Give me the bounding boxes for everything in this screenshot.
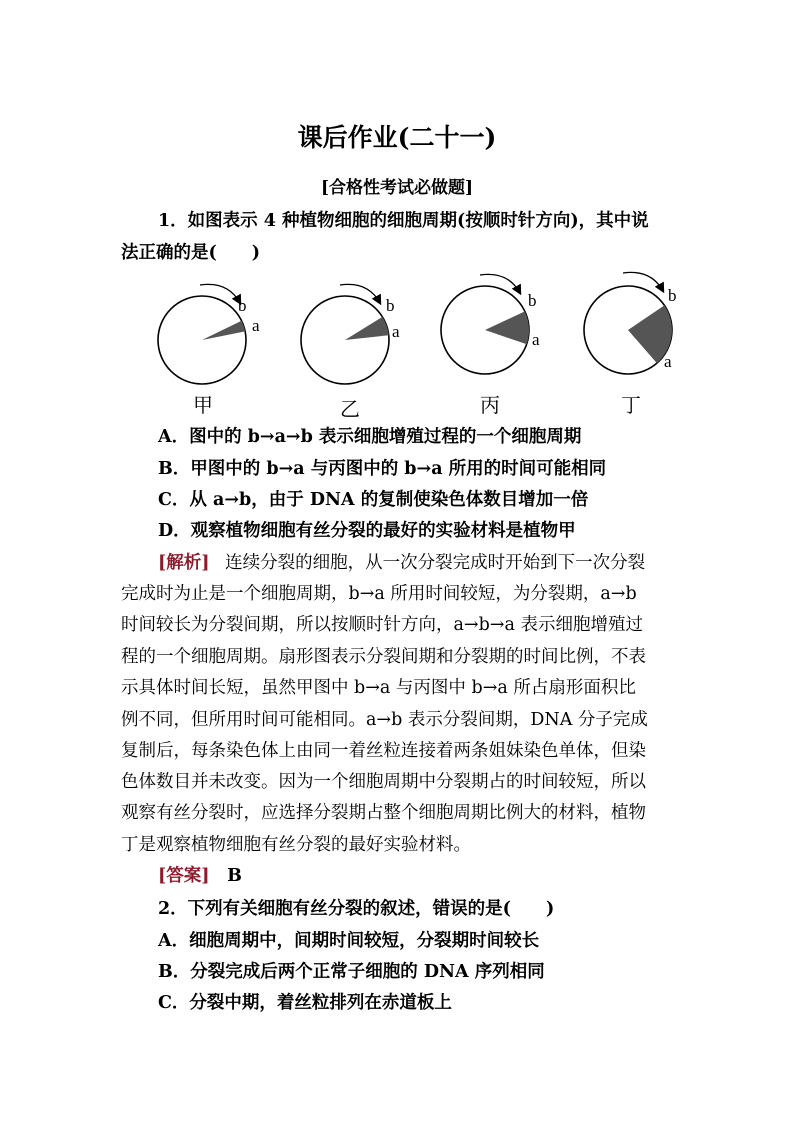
analysis-line-4: 程的一个细胞周期。扇形图表示分裂间期和分裂期的时间比例，不表 [121, 647, 646, 667]
label-b-ding: b [668, 286, 677, 305]
question-1-stem-line1: 1．如图表示 4 种植物细胞的细胞周期(按顺时针方向)，其中说 [158, 211, 649, 231]
analysis-line-2: 完成时为止是一个细胞周期，b→a 所用时间较短，为分裂期，a→b [121, 584, 637, 604]
analysis-line-9: 观察有丝分裂时，应选择分裂期占整个细胞周期比例大的材料，植物 [121, 803, 646, 823]
q1-option-d: D．观察植物细胞有丝分裂的最好的实验材料是植物甲 [158, 521, 576, 541]
analysis-line-10: 丁是观察植物细胞有丝分裂的最好实验材料。 [121, 835, 471, 855]
label-a-ding: a [664, 352, 672, 371]
answer-value: B [227, 866, 242, 886]
analysis-line-8: 色体数目并未改变。因为一个细胞周期中分裂期占的时间较短，所以 [121, 772, 646, 792]
circle-bing [441, 274, 540, 374]
q1-option-b: B．甲图中的 b→a 与丙图中的 b→a 所用的时间可能相同 [158, 459, 607, 479]
answer-line [158, 862, 242, 887]
arrow-yi [340, 284, 380, 303]
section-heading: [合格性考试必做题] [320, 178, 474, 198]
question-1-stem-line2: 法正确的是( ) [121, 243, 261, 263]
cell-cycle-figure [140, 263, 700, 423]
label-b-yi: b [386, 296, 395, 315]
q2-option-a: A．细胞周期中，间期时间较短，分裂期时间较长 [158, 931, 540, 951]
caption-jia: 甲 [193, 393, 213, 417]
caption-ding: 丁 [621, 393, 641, 417]
label-b-jia: b [238, 296, 247, 315]
analysis-line-7: 复制后，每条染色体上由同一着丝粒连接着两条姐妹染色单体，但染 [121, 741, 646, 761]
circle-ding [584, 272, 677, 374]
analysis-line-6: 例不同，但所用时间可能相同。a→b 表示分裂间期，DNA 分子完成 [121, 710, 648, 730]
analysis-tag: [解析] [158, 553, 210, 573]
question-2-stem: 2．下列有关细胞有丝分裂的叙述，错误的是( ) [158, 899, 555, 919]
label-a-yi: a [392, 322, 400, 341]
page-title: 课后作业(二十一) [297, 123, 497, 152]
cell-cycle-diagram [140, 263, 700, 423]
q2-option-c: C．分裂中期，着丝粒排列在赤道板上 [158, 993, 452, 1013]
sector-yi [345, 317, 389, 340]
sector-bing [485, 311, 529, 344]
analysis-line-5: 示具体时间长短，虽然甲图中 b→a 与丙图中 b→a 所占扇形面积比 [121, 678, 636, 698]
answer-tag: [答案] [158, 866, 210, 886]
caption-yi: 乙 [340, 397, 360, 421]
sector-jia [202, 321, 245, 340]
circle-yi [301, 284, 400, 384]
label-b-bing: b [528, 291, 537, 310]
circle-jia [158, 284, 260, 384]
q2-option-b: B．分裂完成后两个正常子细胞的 DNA 序列相同 [158, 962, 545, 982]
analysis-line-1 [158, 549, 645, 574]
caption-bing: 丙 [480, 393, 500, 417]
q1-option-a: A．图中的 b→a→b 表示细胞增殖过程的一个细胞周期 [158, 427, 582, 447]
analysis-line-3: 时间较长为分裂间期，所以按顺时针方向，a→b→a 表示细胞增殖过 [121, 615, 643, 635]
analysis-text-1: 连续分裂的细胞，从一次分裂完成时开始到下一次分裂 [225, 553, 646, 573]
label-a-bing: a [532, 330, 540, 349]
arrow-bing [480, 274, 520, 293]
label-a-jia: a [252, 316, 260, 335]
q1-option-c: C．从 a→b，由于 DNA 的复制使染色体数目增加一倍 [158, 490, 589, 510]
